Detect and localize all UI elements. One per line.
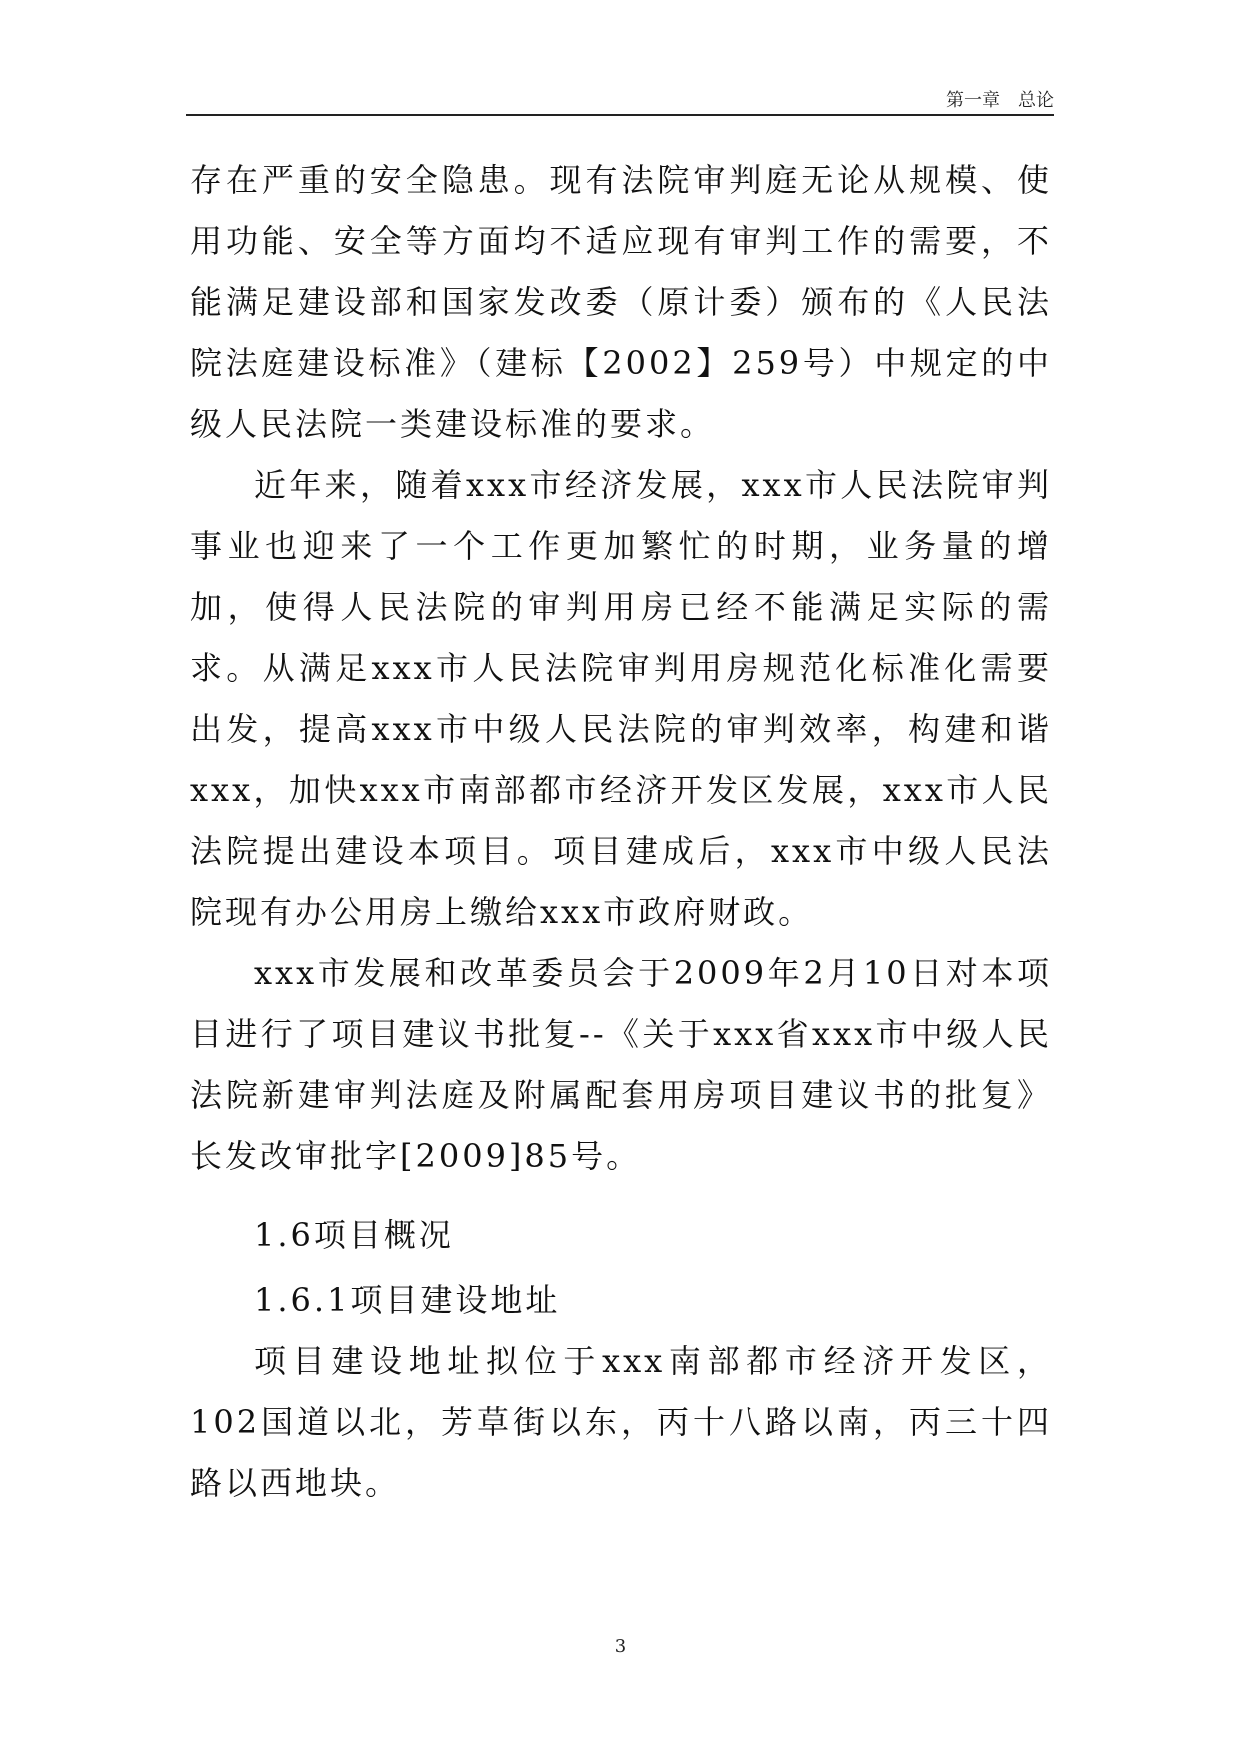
paragraph-background: 近年来，随着xxx市经济发展，xxx市人民法院审判事业也迎来了一个工作更加繁忙的时期，业务量的增加，使得人民法院的审判用房已经不能满足实际的需求。从满足xxx市人民法院审判用房规范化标准化需要出发，提高xxx市中级人民法院的审判效率，构建和谐xxx，加快xxx市南部都市经济开发区发展，xxx市人民法院提出建设本项目。项目建成后，xxx市中级人民法院现有办公用房上缴给xxx市政府财政。	[190, 466, 1052, 931]
header-divider	[186, 114, 1054, 116]
paragraph-continuation: 存在严重的安全隐患。现有法院审判庭无论从规模、使用功能、安全等方面均不适应现有审判工作的需要，不能满足建设部和国家发改委（原计委）颁布的《人民法院法庭建设标准》（建标【2002】259号）中规定的中级人民法院一类建设标准的要求。	[190, 161, 1052, 443]
section-heading: 1.6项目概况	[254, 1216, 454, 1254]
subsection-heading: 1.6.1项目建设地址	[254, 1281, 561, 1319]
document-body	[190, 150, 1052, 1514]
paragraph-approval: xxx市发展和改革委员会于2009年2月10日对本项目进行了项目建议书批复--《关于xxx省xxx市中级人民法院新建审判法庭及附属配套用房项目建议书的批复》长发改审批字[2009]85号。	[190, 954, 1052, 1175]
running-header: 第一章 总论	[946, 90, 1054, 111]
paragraph-site-address: 项目建设地址拟位于xxx南部都市经济开发区，102国道以北，芳草街以东，丙十八路以南，丙三十四路以西地块。	[190, 1342, 1052, 1502]
page-number: 3	[614, 1636, 627, 1657]
